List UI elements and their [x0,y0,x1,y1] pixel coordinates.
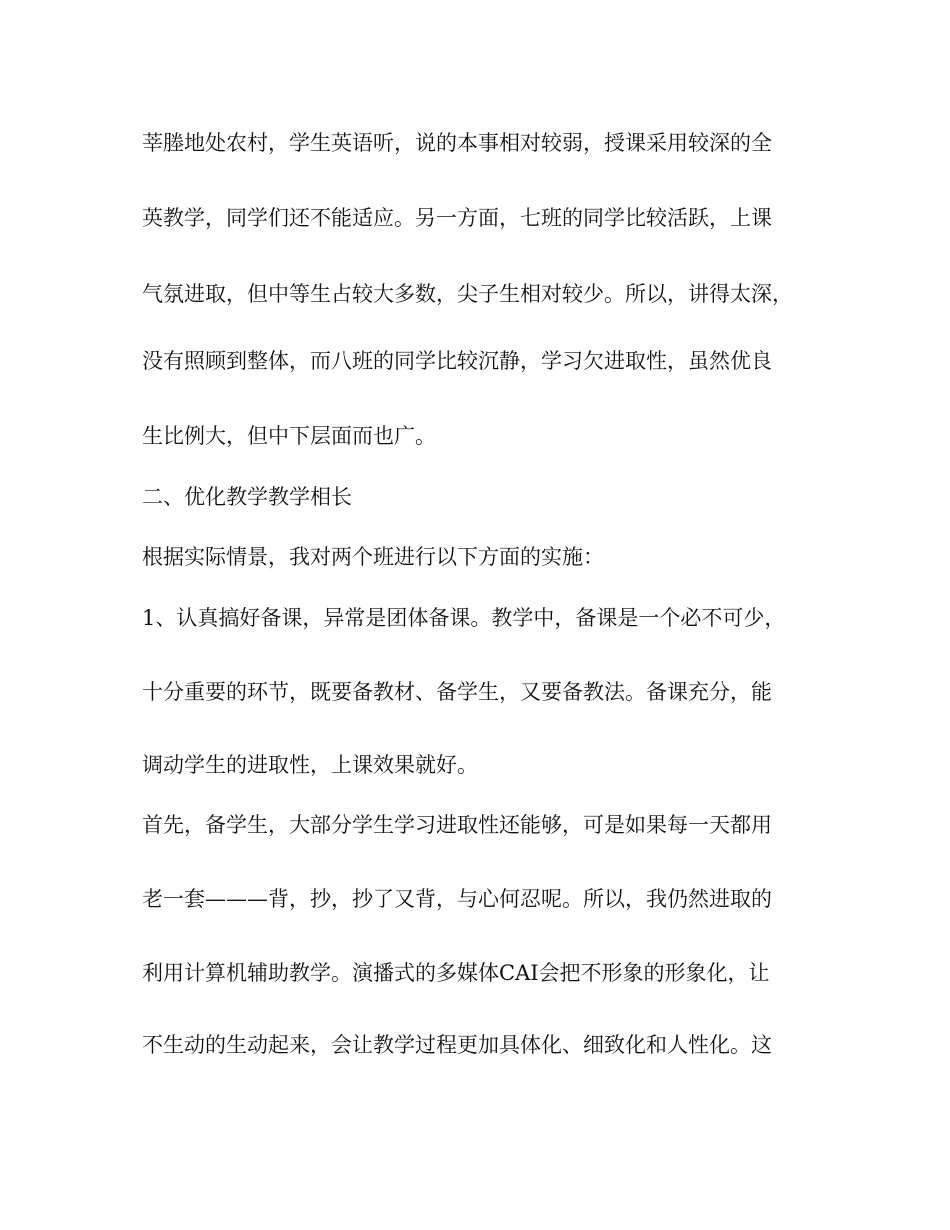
paragraph-line: 没有照顾到整体，而八班的同学比较沉静，学习欠进取性，虽然优良 [142,349,772,373]
paragraph-line: 首先，备学生，大部分学生学习进取性还能够，可是如果每一天都用 [142,813,772,837]
paragraph-line: 调动学生的进取性，上课效果就好。 [142,753,478,777]
paragraph-line: 莘塍地处农村，学生英语听，说的本事相对较弱，授课采用较深的全 [142,131,772,155]
paragraph-line: 根据实际情景，我对两个班进行以下方面的实施： [142,545,604,569]
paragraph-line: 英教学，同学们还不能适应。另一方面，七班的同学比较活跃，上课 [142,206,772,230]
paragraph-line: 十分重要的环节，既要备教材、备学生，又要备教法。备课充分，能 [142,680,772,704]
paragraph-line: 利用计算机辅助教学。演播式的多媒体CAI会把不形象的形象化，让 [142,961,770,985]
paragraph-line: 气氛进取，但中等生占较大多数，尖子生相对较少。所以，讲得太深， [142,282,793,306]
paragraph-line: 不生动的生动起来，会让教学过程更加具体化、细致化和人性化。这 [142,1033,772,1057]
paragraph-line: 生比例大，但中下层面而也广。 [142,424,436,448]
section-heading: 二、优化教学教学相长 [142,485,352,509]
paragraph-line: 老一套———背，抄，抄了又背，与心何忍呢。所以，我仍然进取的 [142,887,772,911]
list-item-line: 1、认真搞好备课，异常是团体备课。教学中，备课是一个必不可少， [142,606,786,630]
